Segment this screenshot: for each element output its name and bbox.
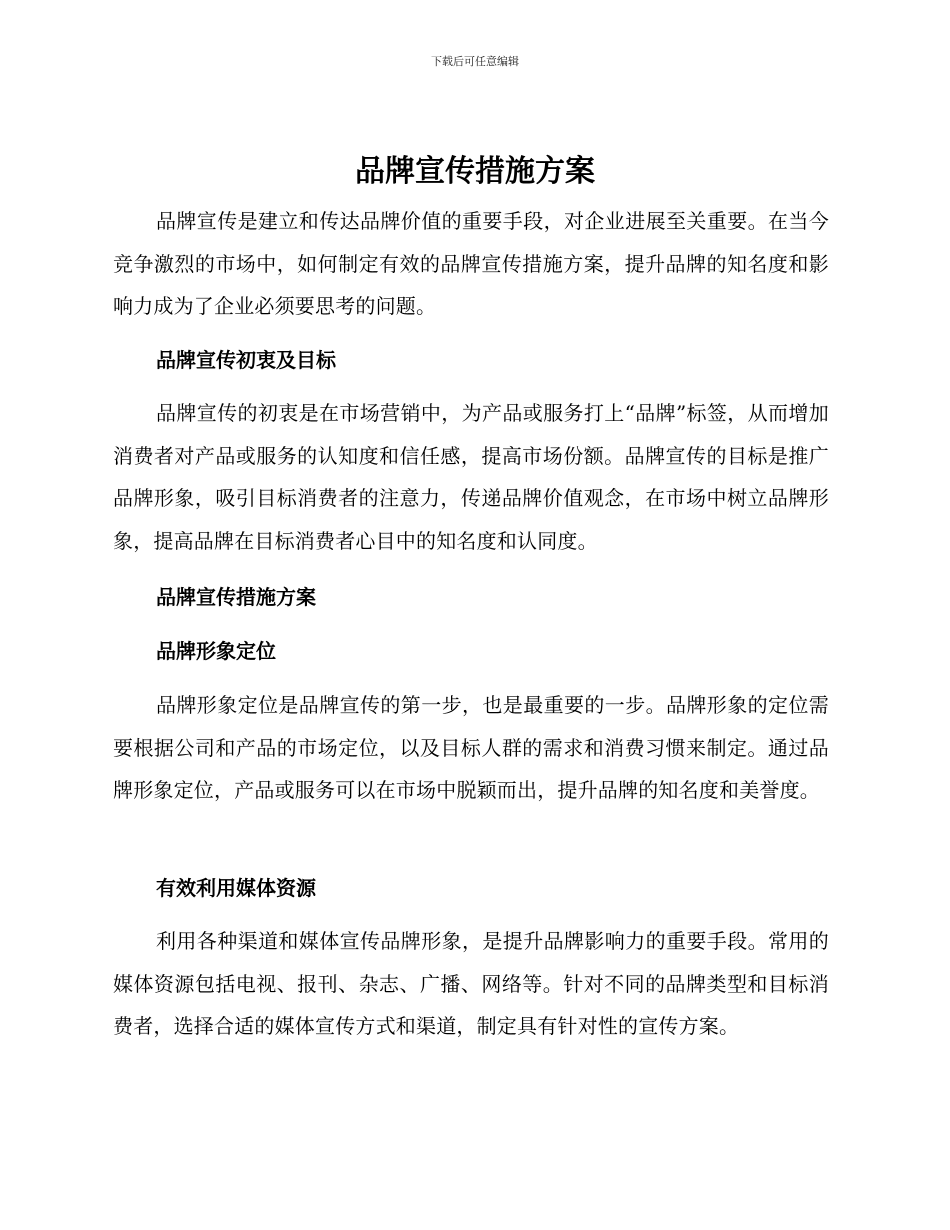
section-heading-measures: 品牌宣传措施方案 [156, 585, 316, 609]
section-heading-goals: 品牌宣传初衷及目标 [156, 348, 336, 372]
document-title: 品牌宣传措施方案 [355, 154, 595, 189]
page-header-note: 下载后可任意编辑 [431, 55, 519, 68]
positioning-paragraph: 品牌形象定位是品牌宣传的第一步，也是最重要的一步。品牌形象的定位需要根据公司和产品的市场定位，以及目标人群的需求和消费习惯来制定。通过品牌形象定位，产品或服务可以在市场中脱颖而出，提升品牌的知名度和美誉度。 [113, 693, 829, 802]
section-heading-positioning: 品牌形象定位 [156, 639, 276, 663]
media-paragraph: 利用各种渠道和媒体宣传品牌形象，是提升品牌影响力的重要手段。常用的媒体资源包括电视、报刊、杂志、广播、网络等。针对不同的品牌类型和目标消费者，选择合适的媒体宣传方式和渠道，制定具有针对性的宣传方案。 [113, 929, 829, 1038]
goals-paragraph: 品牌宣传的初衷是在市场营销中，为产品或服务打上“品牌”标签，从而增加消费者对产品或服务的认知度和信任感，提高市场份额。品牌宣传的目标是推广品牌形象，吸引目标消费者的注意力，传递品牌价值观念，在市场中树立品牌形象，提高品牌在目标消费者心目中的知名度和认同度。 [113, 401, 829, 553]
section-heading-media: 有效利用媒体资源 [156, 876, 316, 900]
intro-paragraph: 品牌宣传是建立和传达品牌价值的重要手段，对企业进展至关重要。在当今竞争激烈的市场中，如何制定有效的品牌宣传措施方案，提升品牌的知名度和影响力成为了企业必须要思考的问题。 [113, 209, 829, 318]
